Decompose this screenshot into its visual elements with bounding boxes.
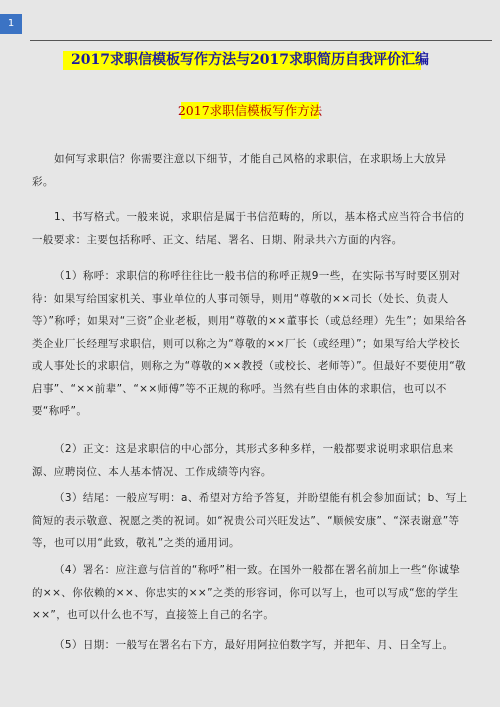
paragraph-salutation: （1）称呼：求职信的称呼往往比一般书信的称呼正规9一些，在实际书写时要区别对待：如果写给国家机关、事业单位的人事司领导，则用“尊敬的××司长（处长、负责人等）”称呼；如果对“三资”企业老板，则用“尊敬的××董事长（或总经理）先生”；如果给各类企业厂长经理写求职信，则可以称之为“尊敬的××厂长（或经理）”；如果写给大学校长或人事处长的求职信，则称之为“尊敬的××教授（或校长、老师等）”。但最好不要使用“敬启事”、“××前辈”、“××师傅”等不正规的称呼。当然有些自由体的求职信，也可以不要“称呼”。 <box>32 270 467 417</box>
section-title: 2017求职信模板写作方法 <box>177 103 323 118</box>
header-divider <box>30 40 492 41</box>
paragraph-intro: 如何写求职信？你需要注意以下细节，才能自己风格的求职信，在求职场上大放异彩。 <box>32 153 447 188</box>
paragraph-signature: （4）署名：应注意与信首的“称呼”相一致。在国外一般都在署名前加上一些“你诚挚的××、你依赖的××、你忠实的××”之类的形容词，你可以写上，也可以写成“您的学生××”，也可以什么也不写，直接签上自己的名字。 <box>32 564 461 621</box>
paragraph-date: （5）日期：一般写在署名右下方，最好用阿拉伯数字写，并把年、月、日全写上。 <box>54 639 454 651</box>
page-number-badge: 1 <box>0 14 22 34</box>
paragraph-closing: （3）结尾：一般应写明：a、希望对方给予答复，并盼望能有机会参加面试；b、写上简短的表示敬意、祝愿之类的祝词。如“祝贵公司兴旺发达”、“顺候安康”、“深表谢意”等等，也可以用“此致，敬礼”之类的通用词。 <box>32 492 468 549</box>
paragraph-format: 1、书写格式。一般来说，求职信是属于书信范畴的，所以，基本格式应当符合书信的一般要求：主要包括称呼、正文、结尾、署名、日期、附录共六方面的内容。 <box>32 211 465 246</box>
paragraph-body: （2）正文：这是求职信的中心部分，其形式多种多样，一般都要求说明求职信息来源、应聘岗位、本人基本情况、工作成绩等内容。 <box>32 443 454 478</box>
document-title: 2017求职信模板写作方法与2017求职简历自我评价汇编 <box>71 52 429 68</box>
